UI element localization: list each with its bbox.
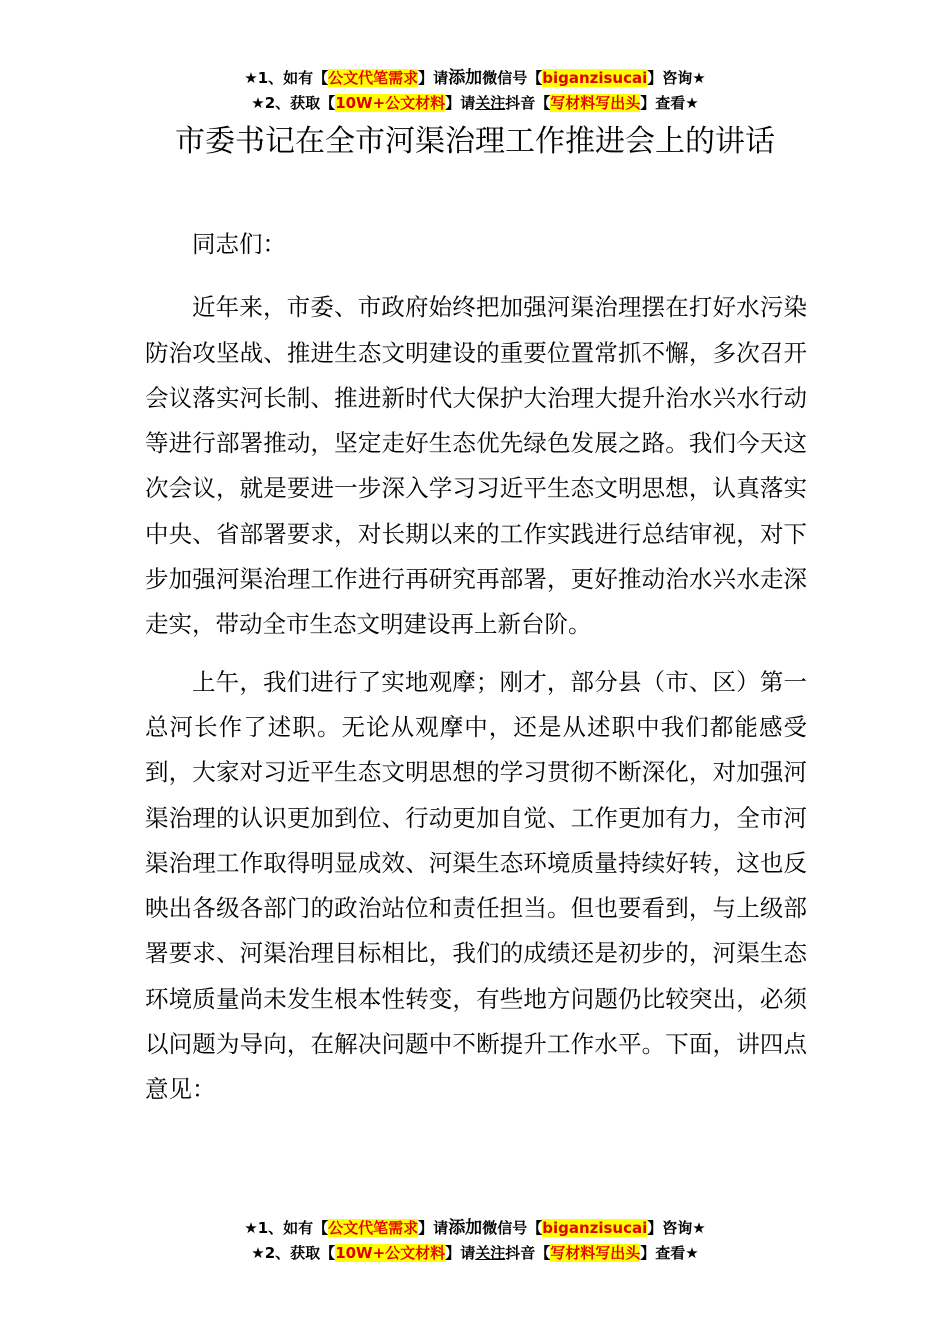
footer-promo-banner [0,1216,950,1266]
promo-wechat-id: biganzisucai [542,69,648,87]
promo-highlight: 公文代笔需求 [328,69,419,87]
promo-douyin-id: 写材料写出头 [550,94,641,112]
document-body [145,222,807,1119]
promo-douyin-id: 写材料写出头 [550,1244,641,1262]
greeting: 同志们： [192,230,286,258]
promo-wechat-id: biganzisucai [542,1219,648,1237]
paragraph: 近年来，市委、市政府始终把加强河渠治理摆在打好水污染防治攻坚战、推进生态文明建设的重要位置常抓不懈，多次召开会议落实河长制、推进新时代大保护大治理大提升治水兴水行动等进行部署推动，坚定走好生态优先绿色发展之路。我们今天这次会议，就是要进一步深入学习习近平生态文明思想，认真落实中央、省部署要求，对长期以来的工作实践进行总结审视，对下步加强河渠治理工作进行再研究再部署，更好推动治水兴水走深走实，带动全市生态文明建设再上新台阶。 [145,293,807,639]
header-promo-banner [0,66,950,116]
promo-line-2: ★2、获取【10W+公文材料】请关注抖音【写材料写出头】查看★ [251,94,699,112]
promo-highlight: 10W+公文材料 [335,1244,446,1262]
promo-highlight: 10W+公文材料 [335,94,446,112]
promo-line-1: ★1、如有【公文代笔需求】请添加微信号【biganzisucai】咨询★ [244,1218,706,1238]
paragraph: 上午，我们进行了实地观摩；刚才，部分县（市、区）第一总河长作了述职。无论从观摩中，还是从述职中我们都能感受到，大家对习近平生态文明思想的学习贯彻不断深化，对加强河渠治理的认识更加到位、行动更加自觉、工作更加有力，全市河渠治理工作取得明显成效、河渠生态环境质量持续好转，这也反映出各级各部门的政治站位和责任担当。但也要看到，与上级部署要求、河渠治理目标相比，我们的成绩还是初步的，河渠生态环境质量尚未发生根本性转变，有些地方问题仍比较突出，必须以问题为导向，在解决问题中不断提升工作水平。下面，讲四点意见： [145,667,807,1104]
promo-highlight: 公文代笔需求 [328,1219,419,1237]
promo-line-2: ★2、获取【10W+公文材料】请关注抖音【写材料写出头】查看★ [251,1244,699,1262]
document-title: 市委书记在全市河渠治理工作推进会上的讲话 [175,124,775,159]
promo-line-1: ★1、如有【公文代笔需求】请添加微信号【biganzisucai】咨询★ [244,68,706,88]
